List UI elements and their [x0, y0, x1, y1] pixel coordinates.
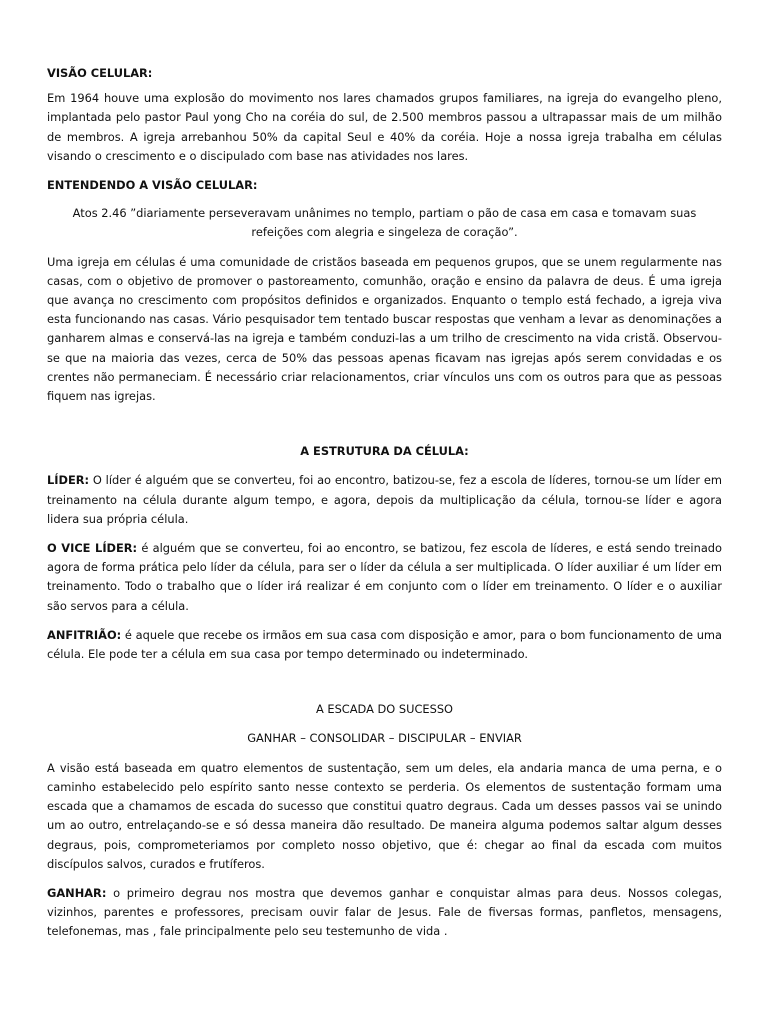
paragraph-escada: A visão está baseada em quatro elementos de sustentação, sem um deles, ela andaria manca de uma perna, e o caminho estabelecido pelo espírito santo nesse contexto se perderia. Os elementos de sustentação formam uma escada que a chamamos de escada do sucesso que constitui quatro degraus. Cada um desses passos vai se unindo um ao outro, entrelaçando-se e só dessa maneira dão resultado. De maneira alguma podemos saltar algum desses degraus, pois, comprometeriamos por completo nosso objetivo, que é: chegar ao final da escada com muitos discípulos salvos, curados e frutíferos.	[47, 760, 722, 871]
label-anfitriao: ANFITRIÃO:	[47, 627, 122, 642]
paragraph-visao-celular: Em 1964 houve uma explosão do movimento nos lares chamados grupos familiares, na igreja do evangelho pleno, implantada pelo pastor Paul yong Cho na coréia do sul, de 2.500 membros passou a ultrapassar mais de um milhão de membros. A igreja arrebanhou 50% da capital Seul e 40% da coréia. Hoje a nossa igreja trabalha em células visando o crescimento e o discipulado com base nas atividades nos lares.	[47, 91, 722, 163]
text-anfitriao: é aquele que recebe os irmãos em sua casa com disposição e amor, para o bom funcionamento de uma célula. Ele pode ter a célula em sua casa por tempo determinado ou indeterminado.	[47, 627, 722, 662]
label-ganhar: GANHAR:	[47, 885, 107, 900]
paragraph-lider	[47, 471, 722, 529]
paragraph-ganhar	[47, 884, 722, 942]
text-vice-lider: é alguém que se converteu, foi ao encontro, se batizou, fez escola de líderes, e está sendo treinado agora de forma prática pelo líder da célula, para ser o líder da célula a ser multiplicada. O líder auxiliar é um líder em treinamento. Todo o trabalho que o líder irá realizar é em conjunto com o líder em treinamento. O líder e o auxiliar são servos para a célula.	[47, 541, 722, 613]
section-title-escada: A ESCADA DO SUCESSO	[315, 702, 454, 717]
label-vice-lider: O VICE LÍDER:	[47, 541, 138, 556]
label-lider: LÍDER:	[47, 473, 90, 488]
paragraph-igreja-em-celulas: Uma igreja em células é uma comunidade de cristãos baseada em pequenos grupos, que se unem regularmente nas casas, com o objetivo de promover o pastoreamento, comunhão, oração e ensino da palavra de deus. É uma igreja que avança no crescimento com propósitos definidos e organizados. Enquanto o templo está fechado, a igreja viva esta funcionando nas casas. Vário pesquisador tem tentado buscar respostas que venham a levar as denominações a ganharem almas e conservá-las na igreja e também conduzi-las a um trilho de crescimento na vida cristã. Observou-se que na maioria das vezes, cerca de 50% das pessoas apenas ficavam nas igrejas após serem convidadas e os crentes não permaneciam. É necessário criar relacionamentos, criar vínculos uns com os outros para que as pessoas fiquem nas igrejas.	[47, 254, 722, 404]
bible-quote-line-1: Atos 2.46 ”diariamente perseveravam unânimes no templo, partiam o pão de casa em casa e tomavam suas	[72, 206, 697, 221]
text-ganhar: o primeiro degrau nos mostra que devemos ganhar e conquistar almas para deus. Nossos colegas, vizinhos, parentes e professores, precisam ouvir falar de Jesus. Fale de fiversas formas, panfletos, mensagens, telefonemas, mas , fale principalmente pelo seu testemunho de vida .	[47, 885, 722, 939]
bible-quote-line-2: refeições com alegria e singeleza de coração”.	[251, 225, 518, 240]
paragraph-anfitriao	[47, 626, 722, 664]
section-title-entendendo: ENTENDENDO A VISÃO CELULAR:	[47, 178, 258, 193]
section-title-visao-celular: VISÃO CELULAR:	[47, 66, 153, 80]
bible-quote	[47, 204, 722, 242]
escada-steps-subtitle: GANHAR – CONSOLIDAR – DISCIPULAR – ENVIAR	[247, 731, 522, 746]
paragraph-vice-lider	[47, 539, 722, 616]
section-title-estrutura: A ESTRUTURA DA CÉLULA:	[300, 444, 469, 459]
text-lider: O líder é alguém que se converteu, foi ao encontro, batizou-se, fez a escola de líderes, tornou-se um líder em treinamento na célula durante algum tempo, e agora, depois da multiplicação da célula, tornou-se líder e agora lidera sua própria célula.	[47, 473, 722, 526]
